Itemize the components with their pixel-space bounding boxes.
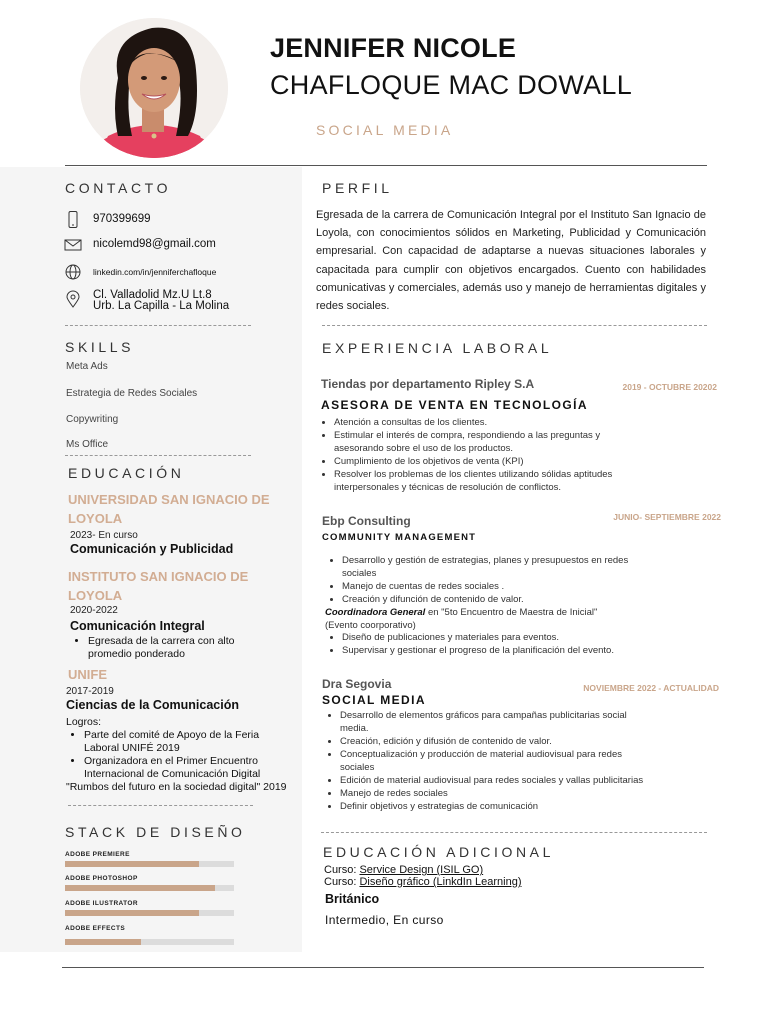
education-degree: Comunicación y Publicidad — [70, 542, 234, 556]
job-title: COMMUNITY MANAGEMENT — [322, 532, 477, 543]
job-bullets — [320, 416, 650, 494]
skill-item: Estrategia de Redes Sociales — [66, 388, 198, 399]
phone-number: 970399699 — [93, 213, 151, 225]
contact-title: CONTACTO — [65, 180, 172, 196]
achievement-item: • Organizadora en el Primer Encuentro Internacional de Comunicación Digital — [84, 755, 275, 781]
education-institution: UNIFE — [68, 667, 107, 682]
design-stack-title: STACK DE DISEÑO — [65, 824, 246, 840]
profile-title: PERFIL — [322, 180, 393, 196]
stack-label: ADOBE PREMIERE — [65, 851, 130, 858]
skill-item: Copywriting — [66, 414, 119, 425]
language-level: Intermedio, En curso — [325, 913, 444, 927]
course-2 — [324, 876, 522, 889]
contact-phone — [64, 211, 294, 227]
mail-icon — [64, 238, 82, 254]
skill-bar-effects — [65, 939, 234, 945]
course-2-link[interactable]: Diseño gráfico (LinkdIn Learning) — [359, 876, 522, 888]
location-icon — [64, 290, 82, 306]
job-bullets — [328, 554, 648, 606]
job-bullet: • Creación, edición y difusión de contenido de valor. — [340, 735, 646, 748]
job-sub-role — [325, 606, 685, 619]
job-role: SOCIAL MEDIA — [316, 122, 454, 138]
education-institution: INSTITUTO SAN IGNACIO DE LOYOLA — [68, 569, 249, 603]
avatar — [80, 18, 228, 158]
job-bullet: • Edición de material audiovisual para redes sociales y vallas publicitarias — [340, 774, 646, 787]
job-bullet: • Definir objetivos y estrategias de comunicación — [340, 800, 646, 813]
job-bullet: • Conceptualización y producción de material audiovisual para redes sociales — [340, 748, 646, 774]
job-date: NOVIEMBRE 2022 - ACTUALIDAD — [583, 683, 719, 693]
address-line-1: Cl. Valladolid Mz.U Lt.8 — [93, 289, 212, 301]
education-divider — [68, 805, 253, 806]
job-company: Tiendas por departamento Ripley S.A — [321, 377, 535, 391]
education-institution: UNIVERSIDAD SAN IGNACIO DE LOYOLA — [68, 492, 270, 526]
job-bullet: • Atención a consultas de los clientes. — [334, 416, 650, 429]
job-title: ASESORA DE VENTA EN TECNOLOGÍA — [321, 398, 588, 412]
job-bullet: • Estimular el interés de compra, respondiendo a las preguntas y asesorando sobre el uso de los productos. — [334, 429, 650, 455]
skill-bar-fill — [65, 939, 141, 945]
job-bullet: • Supervisar y gestionar el progreso de la planificación del evento. — [342, 644, 688, 657]
education-date: 2017-2019 — [66, 686, 114, 697]
job-bullet: • Manejo de redes sociales — [340, 787, 646, 800]
achievements-label: Logros: — [66, 716, 102, 728]
stack-label: ADOBE PHOTOSHOP — [65, 875, 138, 882]
skill-item: Ms Office — [66, 439, 109, 450]
job-bullet: • Creación y difunción de contenido de valor. — [342, 593, 648, 606]
profile-divider — [322, 325, 707, 326]
job-date: JUNIO- SEPTIEMBRE 2022 — [613, 512, 721, 522]
experience-title: EXPERIENCIA LABORAL — [322, 340, 553, 356]
job-bullet: • Desarrollo de elementos gráficos para campañas publicitarias social media. — [340, 709, 646, 735]
stack-label: ADOBE EFFECTS — [65, 925, 126, 932]
language-name: Británico — [325, 892, 380, 906]
globe-icon — [64, 264, 82, 280]
education-notes — [74, 635, 264, 661]
achievements-list — [70, 729, 275, 781]
address-line-2: Urb. La Capilla - La Molina — [93, 300, 230, 312]
job-bullets — [328, 631, 688, 657]
first-name: JENNIFER NICOLE — [270, 33, 517, 63]
course-1-link[interactable]: Service Design (ISIL GO) — [359, 864, 484, 876]
achievement-item: • Parte del comité de Apoyo de la Feria Laboral UNIFÉ 2019 — [84, 729, 275, 755]
education-note: • Egresada de la carrera con alto promedio ponderado — [88, 635, 264, 661]
job-date: 2019 - OCTUBRE 20202 — [622, 382, 717, 392]
job-bullet: • Manejo de cuentas de redes sociales . — [342, 580, 648, 593]
stack-label: ADOBE ILUSTRATOR — [65, 900, 138, 907]
sub-role-note: (Evento coorporativo) — [325, 620, 416, 631]
skill-bar-fill — [65, 885, 215, 891]
profile-text: Egresada de la carrera de Comunicación Integral por el Instituto San Ignacio de Loyola, con conocimientos sólidos en Marketing, Publicidad y Comunicación empresarial. Con capacidad de adaptarse a nuevas situaciones laborales y capacitada para cumplir con objetivos encargados. Cuento con habilidades comunicativas y comerciales, además uso y manejo de herramientas digitales y redes sociales. — [316, 209, 706, 313]
course-prefix: Curso: — [324, 876, 360, 888]
contact-address — [64, 290, 294, 312]
skill-bar-photoshop — [65, 885, 234, 891]
education-title: EDUCACIÓN — [68, 465, 185, 481]
job-bullet: • Diseño de publicaciones y materiales para eventos. — [342, 631, 688, 644]
skills-divider — [65, 455, 251, 456]
footer-divider — [62, 967, 704, 968]
header-divider — [65, 165, 707, 166]
profile-photo — [80, 18, 228, 158]
sub-role-bold: Coordinadora General — [325, 607, 426, 618]
skill-item: Meta Ads — [66, 361, 108, 372]
job-company: Dra Segovia — [322, 677, 392, 691]
skill-bar-fill — [65, 861, 199, 867]
job-bullet: • Resolver los problemas de los clientes utilizando sólidas aptitudes interpersonales y técnicas de resolución de conflictos. — [334, 468, 650, 494]
sub-role-rest: en "5to Encuentro de Maestra de Inicial" — [425, 607, 598, 618]
achievement-extra: "Rumbos del futuro en la sociedad digital" 2019 — [66, 781, 287, 793]
skill-bar-premiere — [65, 861, 234, 867]
additional-education-title: EDUCACIÓN ADICIONAL — [323, 844, 554, 860]
contact-linkedin — [64, 264, 294, 280]
course-prefix: Curso: — [324, 864, 360, 876]
experience-divider — [321, 832, 707, 833]
education-date: 2020-2022 — [70, 605, 118, 616]
job-company: Ebp Consulting — [322, 514, 411, 528]
skill-bar-fill — [65, 910, 199, 916]
job-bullets — [326, 709, 646, 813]
job-title: SOCIAL MEDIA — [322, 693, 426, 707]
phone-icon — [64, 211, 82, 227]
contact-divider — [65, 325, 251, 326]
job-bullet: • Desarrollo y gestión de estrategias, planes y presupuestos en redes sociales — [342, 554, 648, 580]
skill-bar-illustrator — [65, 910, 234, 916]
education-degree: Ciencias de la Comunicación — [66, 698, 239, 712]
linkedin-url: linkedin.com/in/jenniferchafloque — [93, 267, 217, 277]
email-address: nicolemd98@gmail.com — [93, 238, 216, 250]
last-name: CHAFLOQUE MAC DOWALL — [270, 70, 633, 100]
job-bullet: • Cumplimiento de los objetivos de venta (KPI) — [334, 455, 650, 468]
education-date: 2023- En curso — [70, 530, 138, 541]
education-degree: Comunicación Integral — [70, 619, 205, 633]
skills-title: SKILLS — [65, 339, 135, 355]
contact-email — [64, 238, 294, 254]
